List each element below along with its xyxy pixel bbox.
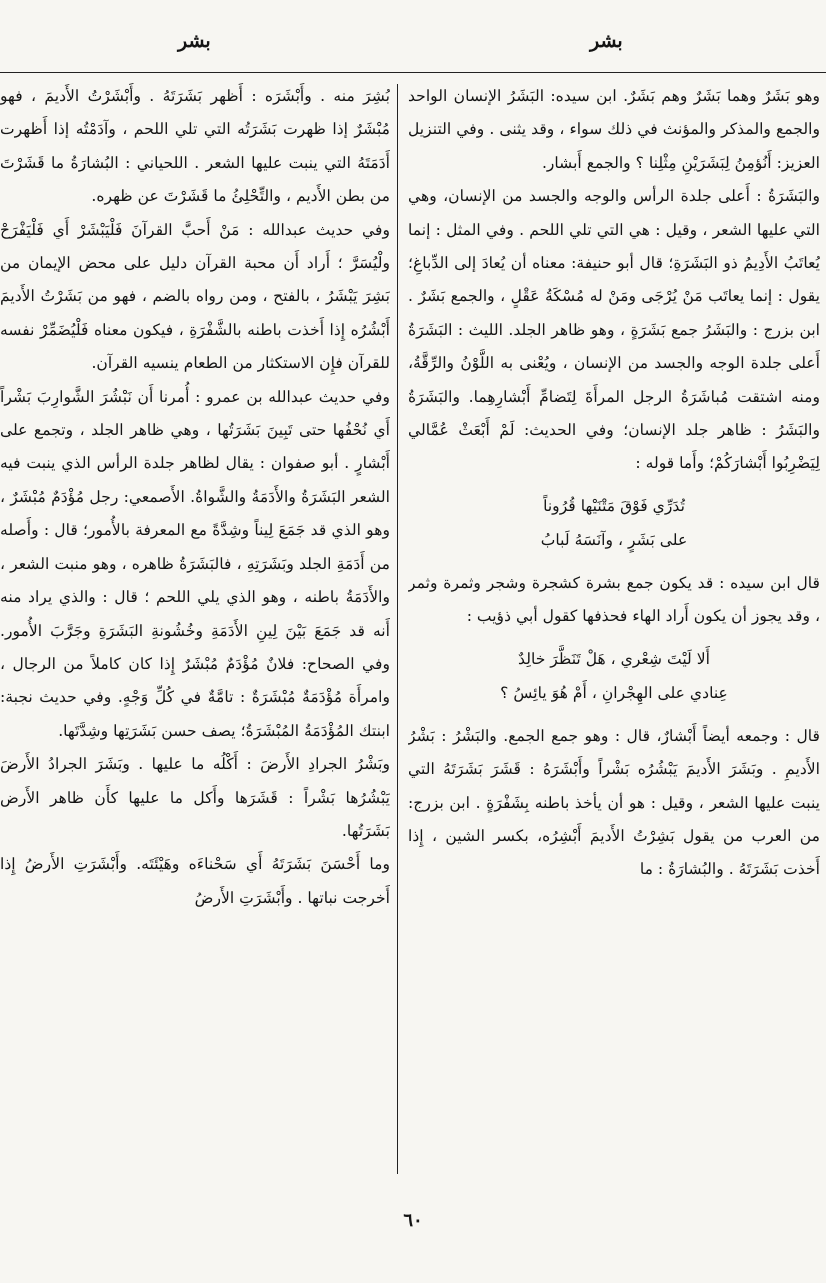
paragraph: قال ابن سيده : قد يكون جمع بشرة كشجرة وشجر وثمرة وثمر ، وقد يجوز أن يكون أَراد الهاء فحذفها كقول أبي ذؤيب : [408,573,820,626]
left-column [0,80,390,1179]
verse-line: على بَشَرٍ ، وآنَسَهُ لَبابُ [540,530,688,549]
header-word-right: بشر [590,30,623,52]
paragraph: والبَشَرَةُ : أَعلى جلدة الرأس والوجه والجسد من الإنسان، وهي التي عليها الشعر ، وقيل : هي التي تلي اللحم . وفي المثل : إنما يُعاتَبُ الأَدِيمُ ذو البَشَرَةِ؛ قال أبو حنيفة: معناه أن يُعادَ إلى الدِّباغِ؛ يقول : إنما يعاتَب مَنْ يُرْجَى ومَنْ له مُسْكَةُ عَقْلٍ ، والجمع بَشَرٌ . ابن بزرج : والبَشَرُ جمع بَشَرَةٍ ، وهو ظاهر الجلد. الليث : البَشَرَةُ أَعلى جلدة الوجه والجسد من الإنسان ، ويُعْنى به اللَّوْنُ والرِّقَّةُ، ومنه اشتقت مُباشَرَةُ الرجل المرأَةَ لِتَضامِّ أَبْشارِهِما. والبَشَرَةُ والبَشَرُ : ظاهر جلد الإنسان؛ وفي الحديث: لَمْ أَبْعَثْ عُمَّالي لِيَضْرِبُوا أَبْشارَكُمْ؛ وأَما قوله : [408,187,820,473]
paragraph: بُشِرَ منه . وأَبْشَرَه : أَظهر بَشَرَتَهُ . وأَبْشَرْتُ الأَديمَ ، فهو مُبْشَرٌ إذا ظهرت بَشَرَتُه التي تلي اللحم ، وآدَمْتُه إذا أَظهرت أَدَمَتَهُ التي ينبت عليها الشعر . اللحياني : البُشارَةُ ما قَشَرْتَ من بطن الأَديم ، والتِّحْلِئُ ما قَشَرْتَ عن ظهره. [0,87,390,206]
paragraph: وفي حديث عبدالله بن عمرو : أُمرنا أَن نَبْشُرَ الشَّوارِبَ بَشْراً أَي نُحْفُها حتى تَبِينَ بَشَرَتُها ، وهي ظاهر الجلد ، وتجمع على أَبْشارٍ . أبو صفوان : يقال لظاهر جلدة الرأس الذي ينبت فيه الشعر البَشَرَةُ والأَدَمَةُ والشَّواةُ. الأَصمعي: رجل مُؤْدَمٌ مُبْشَرٌ ، وهو الذي قد جَمَعَ لِيناً وشِدَّةً مع المعرفة بالأُمور؛ قال : وأَصله من أَدَمَةِ الجلد وبَشَرَتِهِ ، فالبَشَرَةُ ظاهره ، وهو منبت الشعر ، والأَدَمَةُ باطنه ، وهو الذي يلي اللحم ؛ قال : والذي يراد منه أَنه قد جَمَعَ بَيْنَ لِينِ الأَدَمَةِ وخُشُونةِ البَشَرَةِ وجَرَّبَ الأُمور. وفي الصحاح: فلانٌ مُؤْدَمٌ مُبْشَرٌ إِذا كان كاملاً من الرجال ، وامرأَة مُؤْدَمَةٌ مُبْشَرَةٌ : تامَّةٌ في كُلِّ وَجْهٍ. وفي حديث نجبة: ابنتك المُؤْدَمَةُ المُبْشَرَةُ؛ يصف حسن بَشَرَتِها وشِدَّتَها. [0,387,390,740]
column-divider [397,84,398,1174]
paragraph: قال : وجمعه أيضاً أَبْشارٌ، قال : وهو جمع الجمع. والبَشْرُ : بَشْرُ الأَديمِ . وبَشَرَ الأَديمَ يَبْشُرُه بَشْراً وأَبْشَرَهُ : قَشَرَ بَشَرَتَهُ التي ينبت عليها الشعر ، وقيل : هو أن يأخذ باطنه بِشَفْرَةٍ . ابن بزرج: من العرب من يقول بَشِرْتُ الأَديمَ أَبْشِرُه، بكسر الشين ، إِذا أَخذت بَشَرَتَهُ . والبُشارَةُ : ما [408,726,820,879]
page-number: ٦٠ [403,1210,423,1231]
verse [408,642,820,710]
header-word-left: بشر [178,30,211,52]
verse [408,489,820,557]
header-rule [0,72,826,73]
paragraph: وبَشْرُ الجرادِ الأَرضَ : أَكْلُه ما عليها . وبَشَرَ الجرادُ الأَرضَ يَبْشُرُها بَشْراً : قَشَرَها وأَكل ما عليها كأَن ظاهر الأَرض بَشَرَتُها. [0,755,390,840]
verse-line: أَلا لَيْتَ شِعْري ، هَلْ تَنَظَّرَ خالِدٌ [518,649,710,668]
paragraph: وفي حديث عبدالله : مَنْ أَحبَّ القرآنَ فَلْيَبْشَرْ أَي فَلْيَفْرَحْ ولْيُسَرَّ ؛ أَراد أَن محبة القرآن دليل على محض الإيمان من بَشِرَ يَبْشَرُ ، بالفتح ، ومن رواه بالضم ، فهو من بَشَرْتُ الأَديمَ أَبْشُرُه إِذا أَخذت باطنه بالشَّفْرَةِ ، فيكون معناه فَلْيُضَمِّرْ نفسه للقرآن فإِن الاستكثار من الطعام ينسيه القرآن. [0,220,390,373]
right-column [408,80,820,1179]
paragraph: وما أَحْسَنَ بَشَرَتَهُ أَي سَحْناءَه وهَيْئَتَه. وأَبْشَرَتِ الأَرضُ إِذا أَخرجت نباتها . وأَبْشَرَتِ الأَرضُ [0,855,390,907]
paragraph: وهو بَشَرٌ وهما بَشَرٌ وهم بَشَرٌ. ابن سيده: البَشَرُ الإنسان الواحد والجمع والمذكر والمؤنث في ذلك سواء ، وقد يثنى . وفي التنزيل العزيز: أَنُؤمِنُ لِبَشَرَيْنِ مِثْلِنا ؟ والجمع أَبشار. [408,87,820,172]
verse-line: عِنادي على الهِجْرانِ ، أَمْ هُوَ يائِسُ ؟ [500,683,728,702]
verse-line: تُدَرِّي فَوْقَ مَتْنَيْها قُرُوناً [543,496,685,515]
